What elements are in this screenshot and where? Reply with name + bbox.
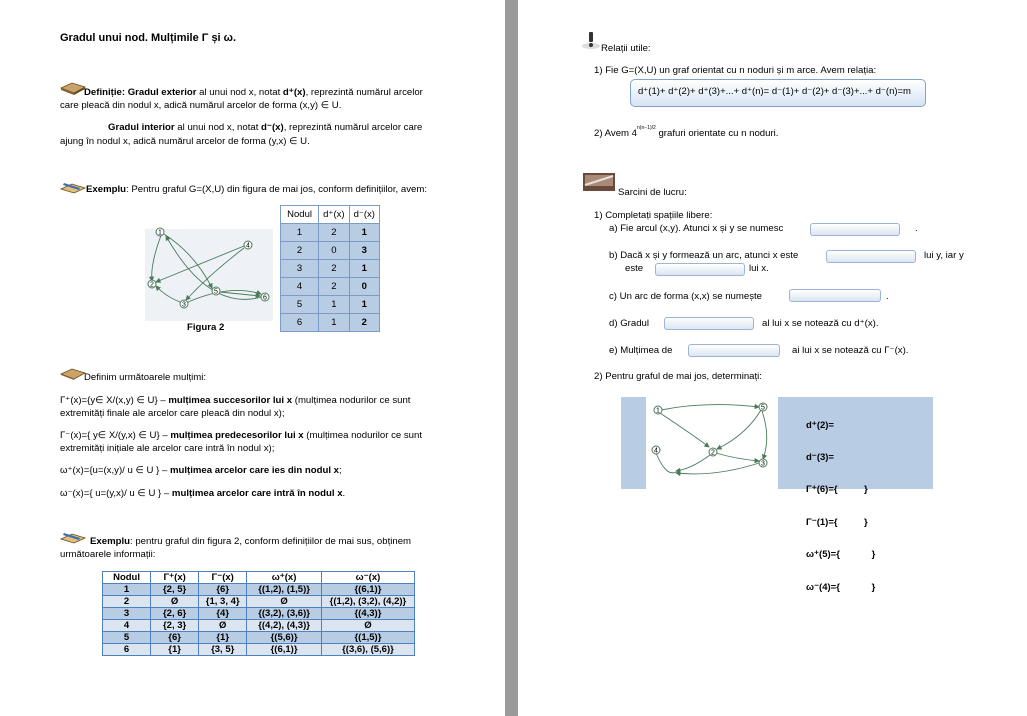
task-e: e) Mulțimea de	[609, 345, 673, 356]
cell: 3	[103, 608, 151, 620]
cell: {(3,2), (3,6)}	[247, 608, 322, 620]
col-omega-minus: ω⁻(x)	[321, 572, 414, 584]
laptop-image-icon	[582, 172, 616, 194]
task-line: d⁻(3)=	[806, 451, 834, 463]
left-page	[0, 0, 505, 716]
blank-a-input[interactable]	[810, 223, 900, 236]
task-d: d) Gradul	[609, 318, 649, 329]
definition-line1	[84, 87, 423, 99]
cell: {(6,1)}	[247, 644, 322, 656]
col-nodul: Nodul	[281, 206, 319, 224]
task-c: c) Un arc de forma (x,x) se numește	[609, 291, 763, 302]
cell: {(6,1)}	[321, 584, 414, 596]
table-row	[281, 242, 380, 260]
arc-3-4	[676, 463, 759, 474]
cell: {(5,6)}	[247, 632, 322, 644]
definition2-line2: ajung în nodul x, adică numărul arcelor de forma (y,x) ∈ U.	[60, 136, 310, 147]
cell: {1, 3, 4}	[199, 596, 247, 608]
cell: 3	[349, 242, 379, 260]
arc-1-2	[152, 233, 162, 281]
example2-line2: următoarele informații:	[60, 549, 156, 560]
gamma-minus-line1	[60, 430, 422, 442]
def2-notation: d⁻(x)	[261, 122, 284, 133]
def-text: al unui nod x, notat	[196, 87, 283, 98]
cell: {1}	[151, 644, 199, 656]
pencil-book-icon	[60, 180, 86, 194]
cell: {(3,6), (5,6)}	[321, 644, 414, 656]
gp-formula: Γ⁺(x)={y∈ X/(x,y) ∈ U} –	[60, 395, 169, 406]
example2-line1	[90, 536, 411, 548]
arc-5-6	[220, 292, 260, 296]
gamma-plus-line2: extremități finale ale arcelor care pleacă din nodul x);	[60, 408, 285, 419]
task-line: ω⁺(5)={ }	[806, 549, 876, 561]
task-c-end: .	[886, 291, 889, 302]
cell: 2	[349, 314, 379, 332]
gamma-plus-line1	[60, 395, 410, 407]
cell: 4	[103, 620, 151, 632]
formula-text: d⁺(1)+ d⁺(2)+ d⁺(3)+...+ d⁺(n)= d⁻(1)+ d⁻(2)+ d⁻(3)+...+ d⁻(n)=m	[638, 86, 911, 97]
task-a-end: .	[915, 223, 918, 234]
cell: {(1,2), (1,5)}	[247, 584, 322, 596]
node-3: 3	[761, 460, 765, 468]
table-row	[281, 260, 380, 278]
task-2: 2) Pentru graful de mai jos, determinați:	[594, 371, 762, 382]
cell: 3	[281, 260, 319, 278]
task-line: ω⁻(4)={ }	[806, 581, 876, 593]
example2-text: : pentru graful din figura 2, conform definițiilor de mai sus, obținem	[130, 536, 412, 547]
blank-e-input[interactable]	[688, 344, 780, 357]
def2-text-end: , reprezintă numărul arcelor care	[283, 122, 423, 133]
cell: 1	[349, 224, 379, 242]
task-b-line2-end: lui x.	[749, 263, 769, 274]
wp-end: ;	[338, 465, 342, 476]
gm-rest: (mulțimea nodurilor ce sunt	[303, 430, 422, 441]
col-gamma-minus: Γ⁻(x)	[199, 572, 247, 584]
exclamation-icon	[580, 30, 602, 50]
cell: 2	[319, 278, 349, 296]
cell: 1	[319, 296, 349, 314]
cell: 1	[103, 584, 151, 596]
col-gamma-plus: Γ⁺(x)	[151, 572, 199, 584]
graph2-tasks	[806, 399, 875, 615]
example2-label: Exemplu	[90, 536, 130, 547]
example1-label: Exemplu	[86, 184, 126, 195]
cell: Ø	[199, 620, 247, 632]
cell: 6	[103, 644, 151, 656]
cell: 0	[349, 278, 379, 296]
node-2: 2	[711, 449, 715, 457]
gp-rest: (mulțimea nodurilor ce sunt	[292, 395, 411, 406]
blank-d-input[interactable]	[664, 317, 754, 330]
node-2: 2	[150, 281, 154, 289]
cell: 1	[349, 260, 379, 278]
col-dplus: d⁺(x)	[319, 206, 349, 224]
cell: Ø	[151, 596, 199, 608]
def-notation: d⁺(x)	[282, 87, 306, 98]
def-term: : Gradul exterior	[121, 87, 197, 98]
task-a: a) Fie arcul (x,y). Atunci x și y se numesc	[609, 223, 784, 234]
relation-2	[594, 125, 779, 141]
task-b-line2: este	[625, 263, 644, 274]
blank-b1-input[interactable]	[826, 250, 916, 263]
col-omega-plus: ω⁺(x)	[247, 572, 322, 584]
cell: 0	[319, 242, 349, 260]
node-1: 1	[158, 229, 162, 237]
node-4: 4	[246, 242, 250, 250]
task-d-end: al lui x se notează cu d⁺(x).	[762, 318, 879, 329]
task-line: Γ⁺(6)={ }	[806, 484, 868, 496]
blank-b2-input[interactable]	[655, 263, 745, 276]
table-row	[103, 596, 415, 608]
graph2-figure	[646, 397, 778, 489]
cell: {(1,5)}	[321, 632, 414, 644]
task-e-end: ai lui x se notează cu Γ⁻(x).	[792, 345, 909, 356]
definition-line2: care pleacă din nodul x, adică numărul arcelor de forma (x,y) ∈ U.	[60, 100, 342, 111]
def2-term: Gradul interior	[108, 122, 175, 133]
relatii-heading: Relații utile:	[601, 43, 651, 54]
cell: 2	[319, 224, 349, 242]
table-row	[103, 620, 415, 632]
cell: {2, 5}	[151, 584, 199, 596]
graph-figure-2	[140, 224, 280, 324]
cell: 2	[281, 242, 319, 260]
cell: Ø	[247, 596, 322, 608]
arc-1-2	[660, 413, 709, 447]
cell: {2, 6}	[151, 608, 199, 620]
cell: 5	[281, 296, 319, 314]
cell: 2	[103, 596, 151, 608]
definition-label: Definiție	[84, 87, 122, 98]
cell: 4	[281, 278, 319, 296]
cell: {1}	[199, 632, 247, 644]
cell: 5	[103, 632, 151, 644]
cell: {6}	[151, 632, 199, 644]
task-line: d⁺(2)=	[806, 419, 834, 431]
degree-table	[280, 205, 380, 332]
example1-line	[86, 184, 427, 196]
def-text-end: , reprezintă numărul arcelor	[305, 87, 423, 98]
node-3: 3	[182, 301, 186, 309]
arc-2-4	[676, 455, 710, 471]
definition2-line1	[108, 122, 422, 134]
relation-1: 1) Fie G=(X,U) un graf orientat cu n noduri și m arce. Avem relația:	[594, 65, 877, 76]
cell: {3, 5}	[199, 644, 247, 656]
gm-formula: Γ⁻(x)={ y∈ X/(y,x) ∈ U} –	[60, 430, 171, 441]
task-line: Γ⁻(1)={ }	[806, 516, 868, 528]
gm-bold: mulțimea predecesorilor lui x	[170, 430, 304, 441]
cell: {(4,3)}	[321, 608, 414, 620]
node-1: 1	[656, 407, 660, 415]
arc-1-5	[164, 234, 212, 288]
wm-formula: ω⁻(x)={ u=(y,x)/ u ∈ U } –	[60, 488, 172, 499]
r2-end: grafuri orientate cu n noduri.	[658, 128, 779, 139]
task-b-line1: b) Dacă x și y formează un arc, atunci x este	[609, 250, 799, 261]
cell: 2	[319, 260, 349, 278]
book-icon	[60, 80, 86, 96]
gamma-minus-line2: extremități inițiale ale arcelor care intră în nodul x);	[60, 443, 275, 454]
define-sets-heading: Definim următoarele mulțimi:	[84, 372, 207, 383]
wp-bold: mulțimea arcelor care ies din nodul x	[169, 465, 339, 476]
book-icon	[60, 366, 86, 380]
arc-5-2	[717, 410, 761, 449]
col-dminus: d⁻(x)	[349, 206, 379, 224]
cell: 6	[281, 314, 319, 332]
table-row	[103, 608, 415, 620]
cell: 1	[319, 314, 349, 332]
page-title: Gradul unui nod. Mulțimile Γ și ω.	[60, 32, 237, 44]
cell: {(4,2), (4,3)}	[247, 620, 322, 632]
task-b-line1-end: lui y, iar y	[924, 250, 964, 261]
cell: {(1,2), (3,2), (4,2)}	[321, 596, 414, 608]
cell: Ø	[321, 620, 414, 632]
cell: {4}	[199, 608, 247, 620]
cell: {2, 3}	[151, 620, 199, 632]
sets-table	[102, 571, 415, 656]
table-row	[103, 584, 415, 596]
figure-caption: Figura 2	[187, 322, 225, 333]
wp-formula: ω⁺(x)={u=(x,y)/ u ∈ U } –	[60, 465, 170, 476]
arc-1-5	[661, 405, 759, 410]
pencil-book-icon	[60, 530, 86, 544]
cell: {6}	[199, 584, 247, 596]
table-row	[281, 224, 380, 242]
node-5: 5	[761, 404, 765, 412]
gp-bold: mulțimea succesorilor lui x	[168, 395, 293, 406]
task-1: 1) Completați spațiile libere:	[594, 210, 713, 221]
omega-plus-line	[60, 465, 342, 477]
node-5: 5	[214, 288, 218, 296]
node-6: 6	[263, 294, 267, 302]
node-4: 4	[654, 447, 658, 455]
table-row	[281, 296, 380, 314]
sarcini-heading: Sarcini de lucru:	[618, 187, 687, 198]
arc-5-3	[762, 411, 767, 459]
example1-text: : Pentru graful G=(X,U) din figura de mai jos, conform definițiilor, avem:	[126, 184, 427, 195]
table-row	[281, 278, 380, 296]
right-page	[518, 0, 1027, 716]
table-row	[103, 632, 415, 644]
cell: 1	[349, 296, 379, 314]
wm-bold: mulțimea arcelor care intră în nodul x	[171, 488, 343, 499]
def2-text: al unui nod x, notat	[174, 122, 262, 133]
blank-c-input[interactable]	[789, 289, 881, 302]
cell: 1	[281, 224, 319, 242]
omega-minus-line	[60, 488, 345, 500]
r2-start: 2) Avem 4	[594, 128, 638, 139]
table-row	[103, 644, 415, 656]
arc-3-2	[156, 286, 180, 302]
arc-4-2	[156, 246, 244, 282]
wm-end: .	[342, 488, 346, 499]
arc-4-back	[656, 453, 676, 473]
table-row	[281, 314, 380, 332]
col-nodul: Nodul	[103, 572, 151, 584]
arc-2-3	[716, 453, 759, 461]
r2-exponent: n(n−1)/2	[637, 125, 656, 131]
